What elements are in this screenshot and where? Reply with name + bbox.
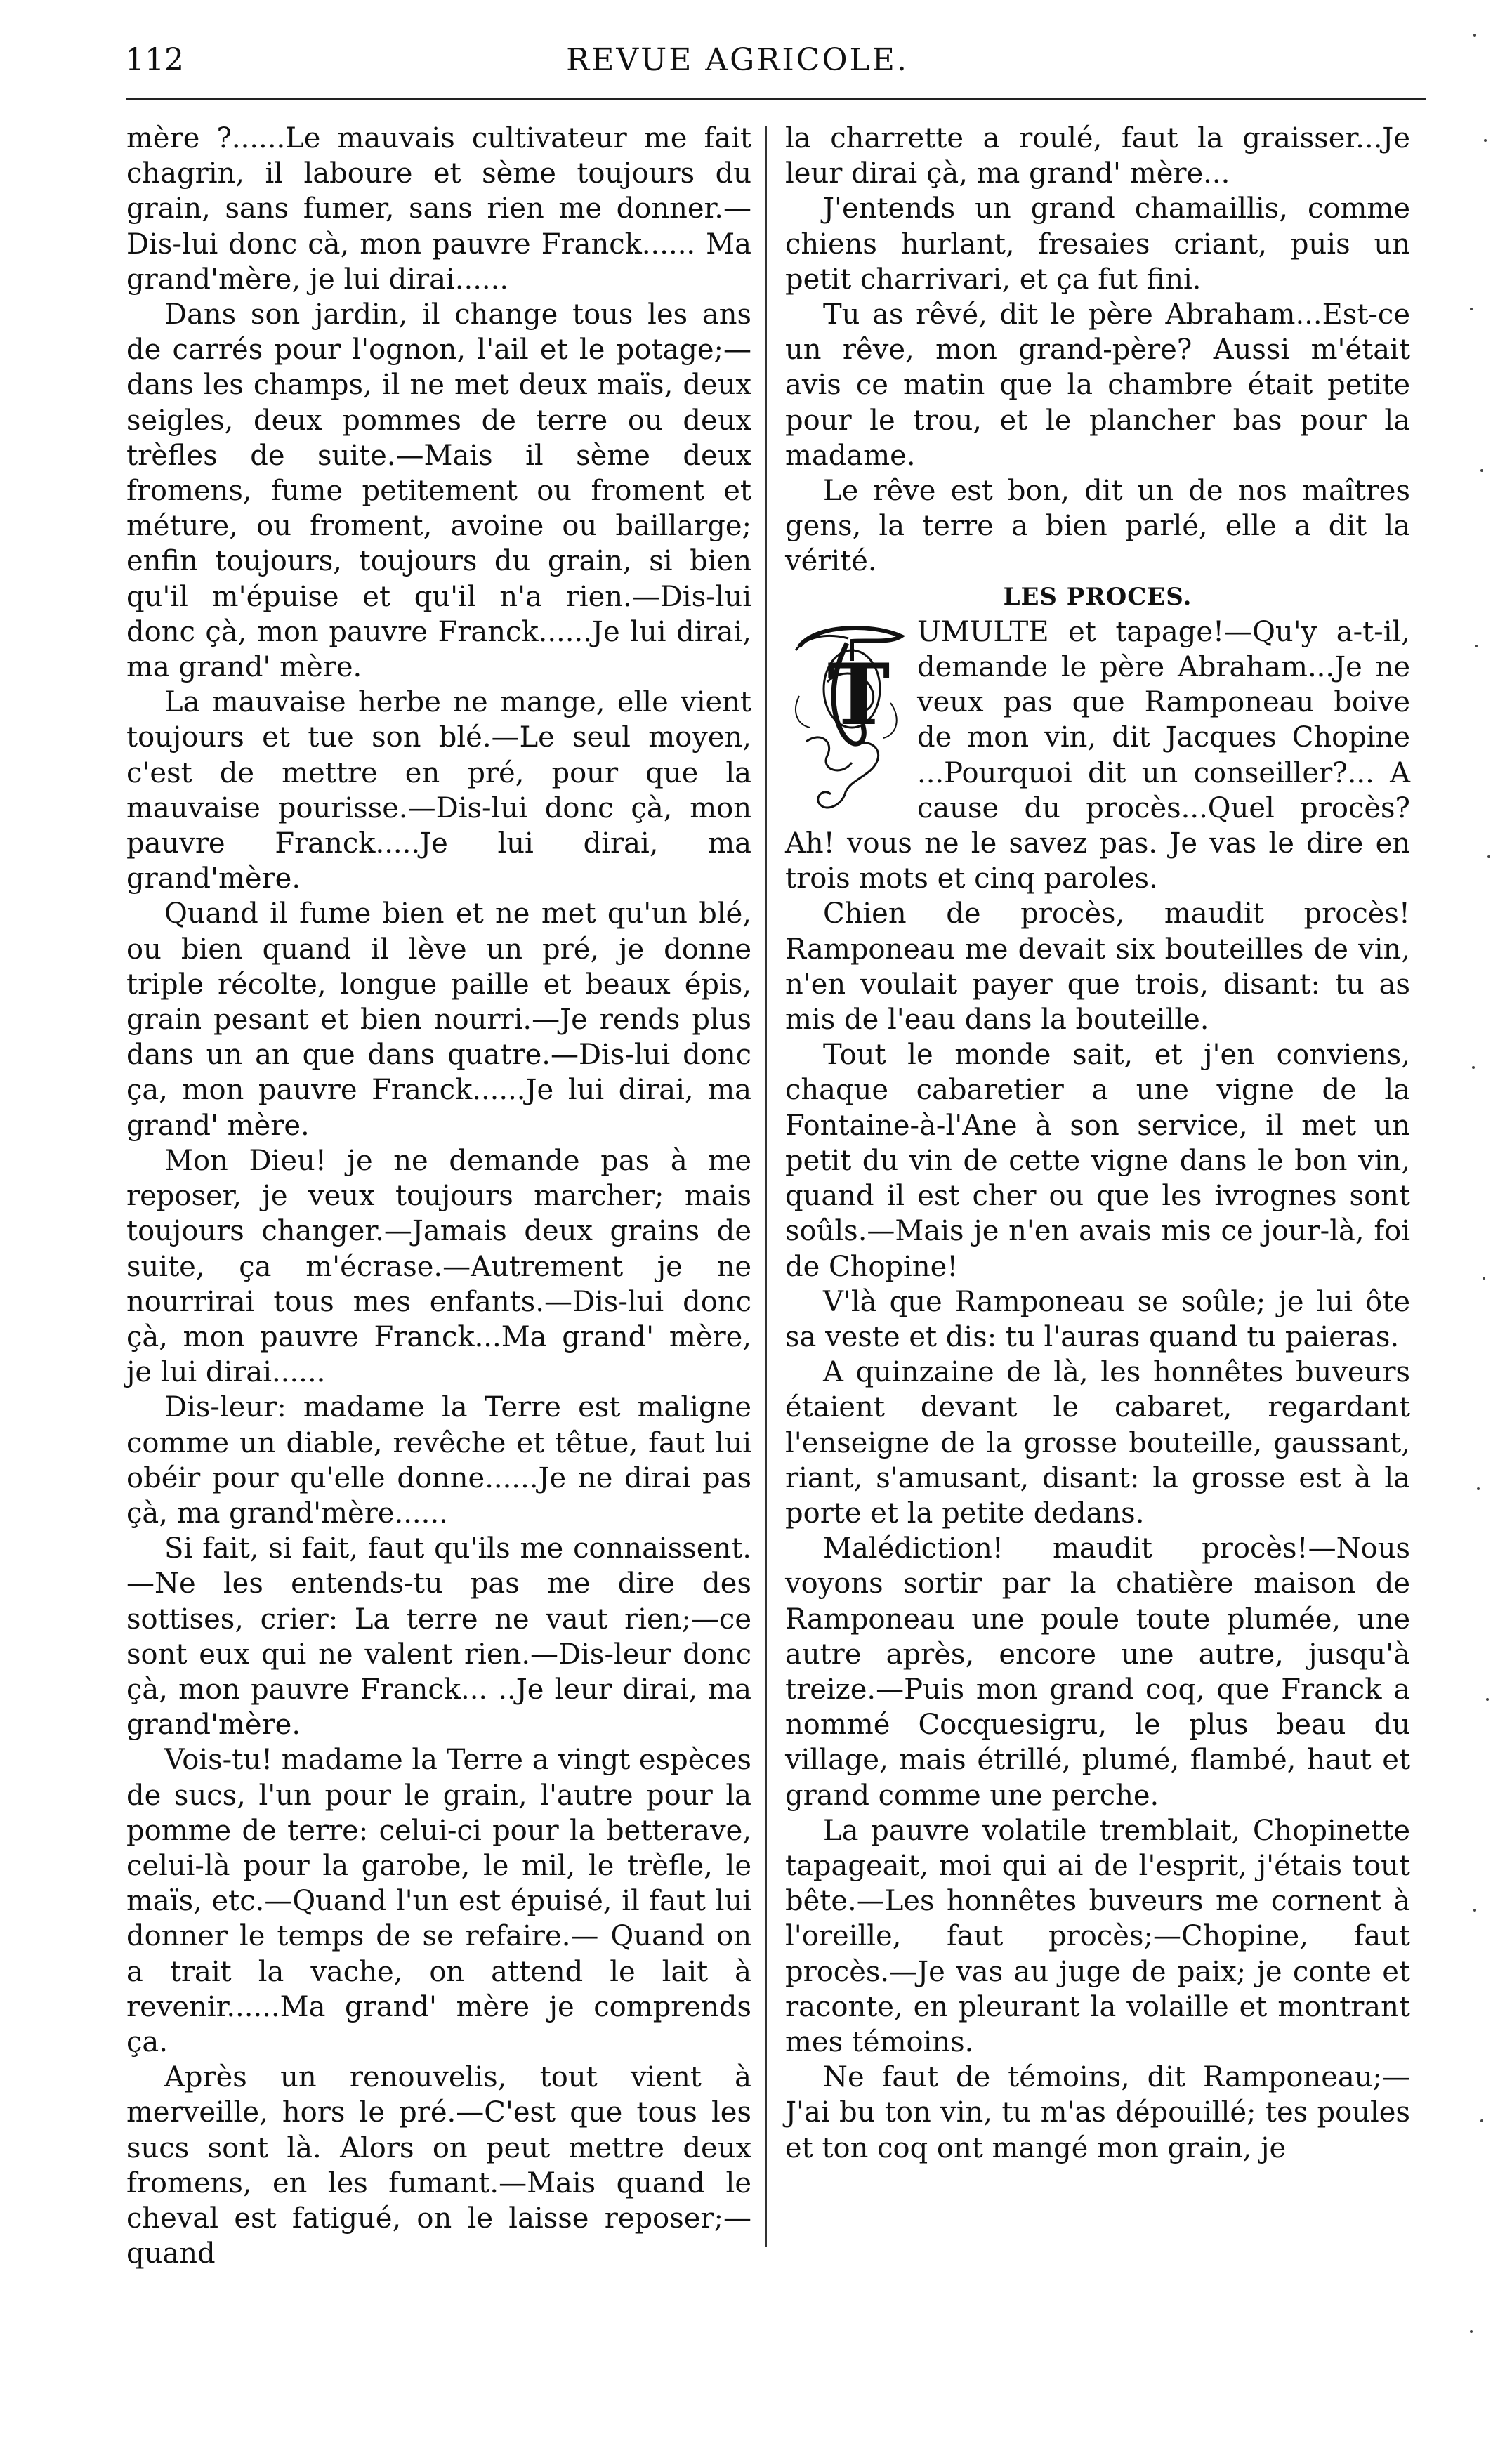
paragraph: La pauvre volatile tremblait, Chopinette tapageait, moi qui ai de l'esprit, j'étais tout bête.—Les honnêtes buveurs me cornent à l'oreille, faut procès;—Chopine, faut procès.—Je vas au juge de paix; je conte et raconte, en pleurant la volaille et montrant mes témoins. [785, 1814, 1410, 2058]
paragraph: Le rêve est bon, dit un de nos maîtres gens, la terre a bien parlé, elle a dit la vérité. [785, 475, 1410, 578]
paragraph: la charrette a roulé, faut la graisser...Je leur dirai çà, ma grand' mère... [785, 122, 1410, 190]
header-rule [126, 98, 1426, 100]
scan-edge-noise [1461, 14, 1503, 2444]
dropcap-letter: T [827, 645, 890, 744]
column-divider [765, 126, 767, 2247]
paragraph: Tout le monde sait, et j'en conviens, chaque cabaretier a une vigne de la Fontaine-à-l'Ane à son service, il met un petit du vin de cette vigne dans le bon vin, quand il est cher ou que les ivrognes sont soûls.—Mais je n'en avais mis ce jour-là, foi de Chopine! [785, 1039, 1410, 1283]
running-title: REVUE AGRICOLE. [566, 42, 909, 78]
paragraph: Chien de procès, maudit procès! Ramponeau me devait six bouteilles de vin, n'en voulait payer que trois, disant: tu as mis de l'eau dans la bouteille. [785, 897, 1410, 1037]
paragraph: A quinzaine de là, les honnêtes buveurs étaient devant le cabaret, regardant l'enseigne de la grosse bouteille, gaussant, riant, s'amusant, disant: la grosse est à la porte et la petite dedans. [785, 1356, 1410, 1530]
paragraph: UMULTE et tapage!—Qu'y a-t-il, demande le père Abraham...Je ne veux pas que Ramponeau boive de mon vin, dit Jacques Chopine ...Pourquoi dit un conseiller?... A cause du procès...Quel procès? Ah! vous ne le savez pas. Je vas le dire en trois mots et cinq paroles. [785, 615, 1410, 895]
paragraph: Si fait, si fait, faut qu'ils me connaissent.—Ne les entends-tu pas me dire des sottises, crier: La terre ne vaut rien;—ce sont eux qui ne valent rien.—Dis-leur donc çà, mon pauvre Franck... ..Je leur dirai, ma grand'mère. [126, 1532, 751, 1742]
dropcap-paragraph [785, 614, 1410, 897]
ornamental-initial [785, 619, 910, 822]
paragraph: V'là que Ramponeau se soûle; je lui ôte sa veste et dis: tu l'auras quand tu paieras. [785, 1285, 1410, 1353]
paragraph: Après un renouvelis, tout vient à merveille, hors le pré.—C'est que tous les sucs sont là. Alors on peut mettre deux fromens, en les fumant.—Mais quand le cheval est fatigué, on le laisse reposer;—quand [126, 2061, 751, 2270]
paragraph: Ne faut de témoins, dit Ramponeau;— J'ai bu ton vin, tu m'as dépouillé; tes poules et ton coq ont mangé mon grain, je [785, 2061, 1410, 2164]
right-column [785, 121, 1410, 2166]
paragraph: mère ?......Le mauvais cultivateur me fait chagrin, il laboure et sème toujours du grain, sans fumer, sans rien me donner.— Dis-lui donc cà, mon pauvre Franck...... Ma grand'mère, je lui dirai...... [126, 122, 751, 296]
paragraph: Dans son jardin, il change tous les ans de carrés pour l'ognon, l'ail et le potage;— dans les champs, il ne met deux maïs, deux seigles, deux pommes de terre ou deux trèfles de suite.—Mais il sème deux fromens, fume petitement ou froment et méture, ou froment, avoine ou baillarge; enfin toujours, toujours du grain, si bien qu'il m'épuise et qu'il n'a rien.—Dis-lui donc çà, mon pauvre Franck......Je lui dirai, ma grand' mère. [126, 298, 751, 684]
paragraph: Quand il fume bien et ne met qu'un blé, ou bien quand il lève un pré, je donne triple récolte, longue paille et beaux épis, grain pesant et bien nourri.—Je rends plus dans un an que dans quatre.—Dis-lui donc ça, mon pauvre Franck......Je lui dirai, ma grand' mère. [126, 897, 751, 1142]
paragraph: Tu as rêvé, dit le père Abraham...Est-ce un rêve, mon grand-père? Aussi m'était avis ce matin que la chambre était petite pour le trou, et le plancher bas pour la madame. [785, 298, 1410, 472]
section-title: LES PROCES. [1003, 582, 1192, 611]
paragraph: Malédiction! maudit procès!—Nous voyons sortir par la chatière maison de Ramponeau une poule toute plumée, une autre après, encore une autre, jusqu'à treize.—Puis mon grand coq, que Franck a nommé Cocquesigru, le plus beau du village, mais étrillé, plumé, flambé, haut et grand comme une perche. [785, 1532, 1410, 1812]
paragraph: Mon Dieu! je ne demande pas à me reposer, je veux toujours marcher; mais toujours changer.—Jamais deux grains de suite, ça m'écrase.—Autrement je ne nourrirai tous mes enfants.—Dis-lui donc çà, mon pauvre Franck...Ma grand' mère, je lui dirai...... [126, 1144, 751, 1389]
left-column [126, 121, 751, 2271]
page-number: 112 [125, 42, 184, 78]
paragraph: Vois-tu! madame la Terre a vingt espèces de sucs, l'un pour le grain, l'autre pour la pomme de terre: celui-ci pour la betterave, celui-là pour la garobe, le mil, le trèfle, le maïs, etc.—Quand l'un est épuisé, il faut lui donner le temps de se refaire.— Quand on a trait la vache, on attend le lait à revenir......Ma grand' mère je comprends ça. [126, 1744, 751, 2058]
paragraph: J'entends un grand chamaillis, comme chiens hurlant, fresaies criant, puis un petit charrivari, et ça fut fini. [785, 192, 1410, 296]
paragraph: La mauvaise herbe ne mange, elle vient toujours et tue son blé.—Le seul moyen, c'est de mettre en pré, pour que la mauvaise pourisse.—Dis-lui donc çà, mon pauvre Franck.....Je lui dirai, ma grand'mère. [126, 686, 751, 895]
page-header [77, 42, 1398, 91]
paragraph: Dis-leur: madame la Terre est maligne comme un diable, revêche et têtue, faut lui obéir pour qu'elle donne......Je ne dirai pas çà, ma grand'mère...... [126, 1391, 751, 1530]
